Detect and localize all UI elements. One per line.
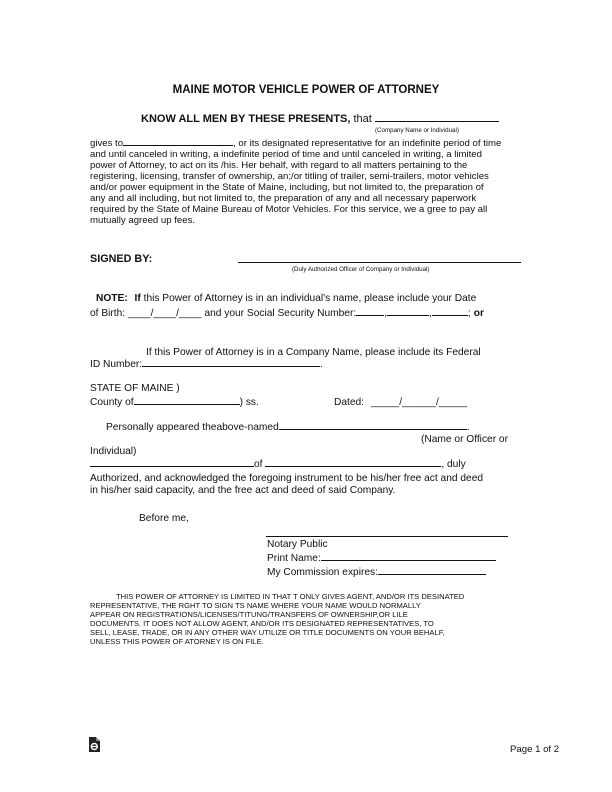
know-all-men-heading: KNOW ALL MEN BY THESE PRESENTS, <box>141 113 351 125</box>
commission-line <box>267 567 486 578</box>
company-name-blank[interactable] <box>375 121 499 122</box>
representative-blank[interactable] <box>123 145 233 146</box>
document-title: MAINE MOTOR VEHICLE POWER OF ATTORNEY <box>172 84 440 96</box>
signature-sublabel: (Duly Authorized Officer of Company or Individual) <box>292 266 430 273</box>
duly-label: , duly <box>441 459 466 470</box>
grant-line: registering, licensing, transfer of ownership, an;/or titling of trailer, semi-trailers, motor vehicles <box>90 171 489 182</box>
grant-paragraph <box>90 138 545 226</box>
grant-first-suffix: , or its designated representative for an indefinite period of time <box>233 138 502 149</box>
know-tail: that <box>350 113 372 125</box>
federal-id-blank[interactable] <box>142 366 320 367</box>
or-label: or <box>473 308 484 319</box>
know-all-men-line <box>141 113 499 125</box>
grant-line: and until canceled in writing, a indefinite period of time and until canceled in writing, a limited <box>90 149 482 160</box>
appeared-line: Personally appeared theabove-named . <box>106 422 470 433</box>
commission-label: My Commission expires: <box>267 567 378 578</box>
page-number: Page 1 of 2 <box>510 744 560 755</box>
name-or-officer-label: (Name or Officer or <box>421 434 508 445</box>
county-label: County of <box>90 397 134 408</box>
individual-label: Individual) <box>90 446 137 457</box>
dated-blanks[interactable]: _____/______/_____ <box>370 397 468 408</box>
of-label: of <box>254 459 263 470</box>
print-name-label: Print Name: <box>267 553 321 564</box>
notice-line: REPRESENTATIVE, THE RGHT TO SIGN TS NAME WHERE YOUR NAME WOULD NORMALLY <box>90 601 421 610</box>
grant-line: power of Attorney, to act on its /his. Her behalf, with regard to all matters pertaining to the <box>90 160 468 171</box>
grant-line: any and all including, but not limited to, the preparation of any and all necessary paperwork <box>90 193 477 204</box>
federal-id-line: ID Number: . <box>90 359 323 370</box>
company-name-sublabel: (Company Name or Individual) <box>375 127 459 134</box>
dob-label: of Birth: <box>90 308 128 319</box>
print-name-line <box>267 553 496 564</box>
federal-id-label: ID Number: <box>90 359 143 370</box>
notice-line: UNLESS THIS POWER OF ATORNEY IS ON FILE. <box>90 637 264 646</box>
state-of-maine: STATE OF MAINE ) <box>90 383 180 394</box>
grant-line: required by the State of Maine Bureau of Motor Vehicles. For this service, we a gree to pay all <box>90 204 488 215</box>
note-line-1 <box>96 293 476 304</box>
appeared-label: Personally appeared theabove-named <box>106 422 279 433</box>
grant-first-line <box>90 138 545 149</box>
grant-line: mutually agreed up fees. <box>90 215 196 226</box>
grant-line: and/or power equipment in the State of Maine, including, but not limited to, the preparation of <box>90 182 484 193</box>
limitation-notice <box>90 592 530 646</box>
ss-label: ) ss. <box>239 397 259 408</box>
before-me-label: Before me, <box>139 513 189 524</box>
notary-signature-line[interactable] <box>266 536 508 537</box>
dated-line <box>334 397 467 408</box>
acknowledgment-line-3: in his/her said capacity, and the free act and deed of said Company. <box>90 485 396 496</box>
appeared-name-blank[interactable] <box>279 429 467 430</box>
print-name-blank[interactable] <box>321 560 496 561</box>
eforms-logo-icon <box>88 737 100 752</box>
signature-line[interactable] <box>238 262 521 263</box>
ssn-blank-2[interactable] <box>387 315 429 316</box>
acknowledgment-line-2: Authorized, and acknowledged the foregoing instrument to be his/her free act and deed <box>90 473 484 484</box>
signed-by-label: SIGNED BY: <box>90 253 153 265</box>
note-line1-text: this Power of Attorney is in an individual's name, please include your Date <box>140 293 477 304</box>
notice-line: THIS POWER OF ATTORNEY IS LIMITED IN THAT T ONLY GIVES AGENT, AND/OR ITS DESINATED <box>116 592 465 601</box>
note-if: If <box>134 293 141 304</box>
company-note-line-1: If this Power of Attorney is in a Company Name, please include its Federal <box>146 347 481 358</box>
ssn-blank-1[interactable] <box>356 315 384 316</box>
of-line <box>90 459 466 470</box>
notice-line: DOCUMENTS. IT DOES NOT ALLOW AGENT, AND/OR ITS DESIGNATED REPRESENTATIVES, TO <box>90 619 434 628</box>
ssn-blank-3[interactable] <box>432 315 468 316</box>
company-blank[interactable] <box>265 466 441 467</box>
note-label: NOTE: <box>96 293 128 304</box>
notice-line: APPEAR ON REGISTRATIONS/LICENSES/TITUNG/TRANSFERS OF OWNERSHIP,OR LILE <box>90 610 408 619</box>
gives-to-label: gives to <box>90 138 124 149</box>
ssn-label: and your Social Security Number: <box>201 308 357 319</box>
county-blank[interactable] <box>134 404 240 405</box>
notice-line: SELL, LEASE, TRADE, OR IN ANY OTHER WAY UTILIZE OR TITLE DOCUMENTS ON YOUR BEHALF, <box>90 628 445 637</box>
note-line-2: of Birth: ____/____/____ and your Social Security Number: , , ; or <box>90 308 484 319</box>
dated-label: Dated: <box>334 397 365 408</box>
commission-blank[interactable] <box>378 574 486 575</box>
officer-name-blank[interactable] <box>90 466 254 467</box>
county-line <box>90 397 259 408</box>
dob-blanks[interactable]: ____/____/____ <box>127 308 202 319</box>
notary-public-label: Notary Public <box>267 539 328 550</box>
